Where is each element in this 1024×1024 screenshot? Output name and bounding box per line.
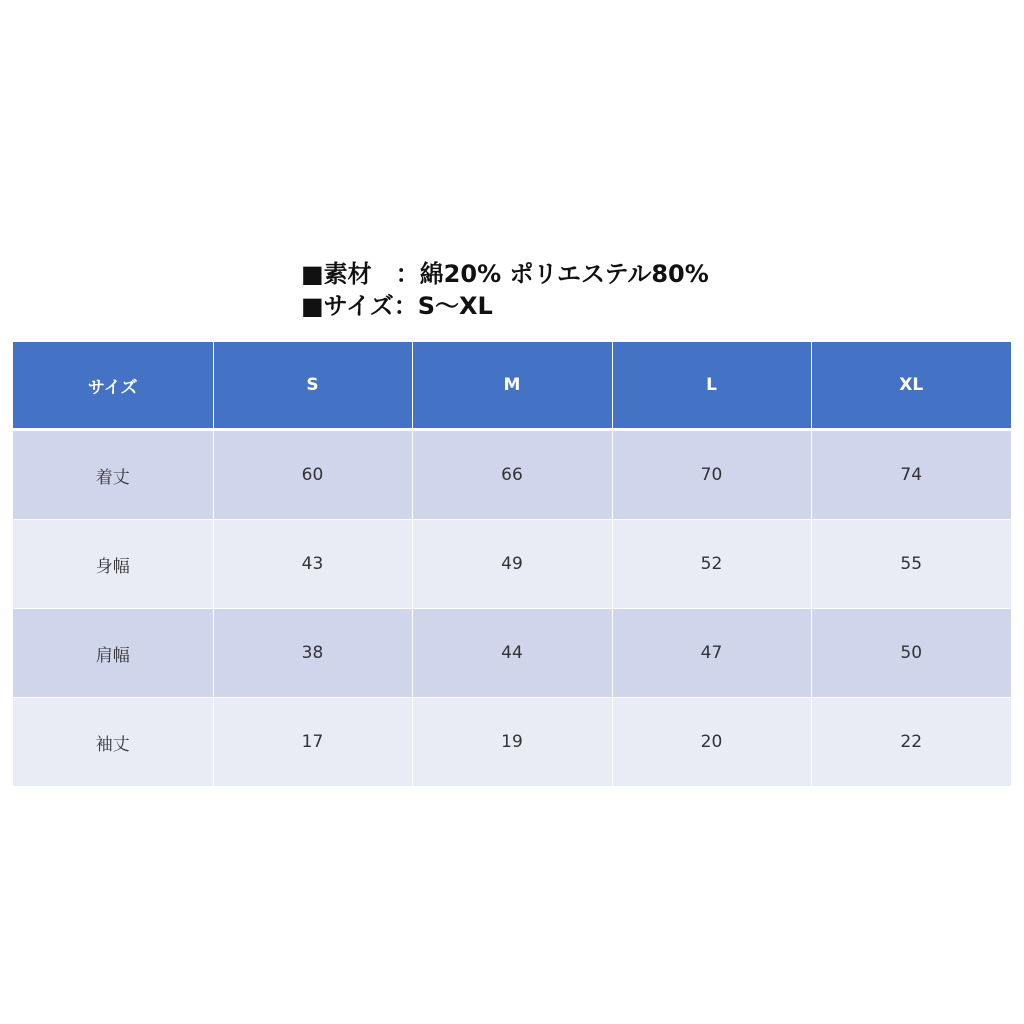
table-cell: 70 xyxy=(612,430,811,520)
table-cell: 20 xyxy=(612,698,811,787)
size-chart-table xyxy=(13,342,1011,787)
header-size: サイズ xyxy=(13,342,213,430)
product-spec xyxy=(301,258,709,322)
table-cell: 55 xyxy=(811,520,1011,609)
table-header-row xyxy=(13,342,1011,430)
table-cell: 44 xyxy=(412,609,612,698)
row-label: 身幅 xyxy=(13,520,213,609)
table-cell: 47 xyxy=(612,609,811,698)
table-cell: 38 xyxy=(213,609,412,698)
table-cell: 17 xyxy=(213,698,412,787)
table-cell: 22 xyxy=(811,698,1011,787)
table-cell: 50 xyxy=(811,609,1011,698)
table-row xyxy=(13,520,1011,609)
table-cell: 43 xyxy=(213,520,412,609)
table-row xyxy=(13,698,1011,787)
row-label: 袖丈 xyxy=(13,698,213,787)
table-cell: 74 xyxy=(811,430,1011,520)
row-label: 肩幅 xyxy=(13,609,213,698)
header-xl: XL xyxy=(811,342,1011,430)
material-spec: ■素材 ：綿20% ポリエステル80% xyxy=(301,260,709,288)
table-row xyxy=(13,609,1011,698)
size-range-spec: ■サイズ：S〜XL xyxy=(301,292,493,320)
header-l: L xyxy=(612,342,811,430)
table-cell: 52 xyxy=(612,520,811,609)
table-row xyxy=(13,430,1011,520)
header-s: S xyxy=(213,342,412,430)
header-m: M xyxy=(412,342,612,430)
row-label: 着丈 xyxy=(13,430,213,520)
table-cell: 49 xyxy=(412,520,612,609)
table-cell: 60 xyxy=(213,430,412,520)
table-cell: 19 xyxy=(412,698,612,787)
table-cell: 66 xyxy=(412,430,612,520)
